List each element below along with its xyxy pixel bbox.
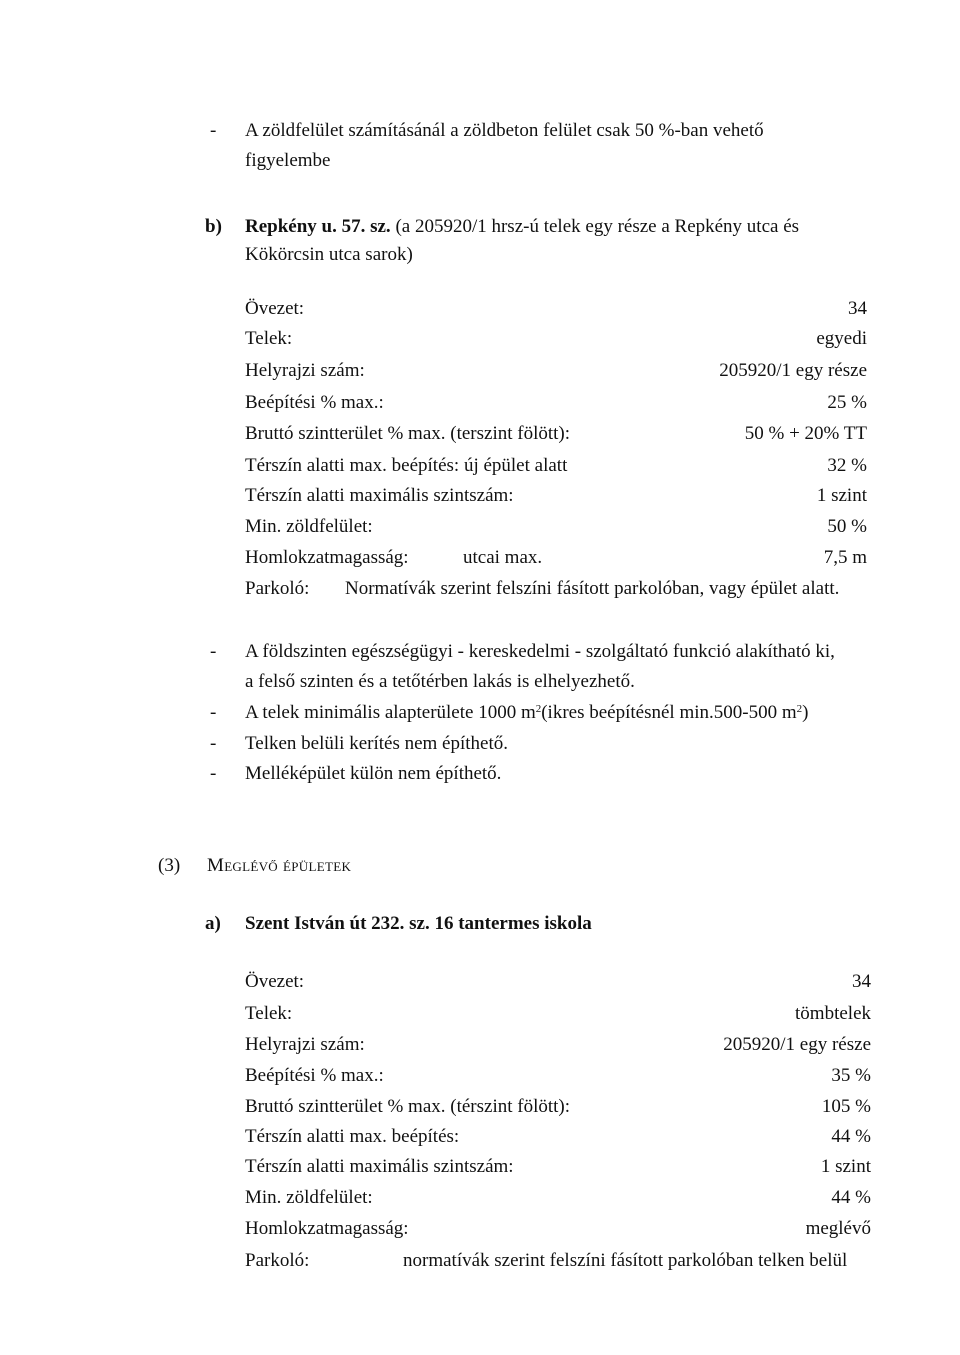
section-b-title <box>245 216 799 238</box>
table-row <box>245 360 867 384</box>
section-3-number: (3) <box>158 855 181 876</box>
row-value: 34 <box>852 971 871 992</box>
row-label: Telek: <box>245 1003 293 1024</box>
table-row <box>245 1096 871 1120</box>
table-row <box>245 328 867 352</box>
row-value: meglévő <box>805 1218 871 1239</box>
row-value: 44 % <box>831 1187 871 1208</box>
table-row <box>245 516 867 540</box>
bullet-dash: - <box>210 702 217 723</box>
table-row <box>245 1156 871 1180</box>
bullet-text-part: (ikres beépítésnél min.500-500 m <box>541 702 797 723</box>
table-row <box>245 1003 871 1027</box>
row-label: Helyrajzi szám: <box>245 1034 365 1055</box>
section-a-marker: a) <box>205 913 221 934</box>
table-row <box>245 1126 871 1150</box>
row-value: 50 % + 20% TT <box>744 423 867 444</box>
row-value: tömbtelek <box>795 1003 871 1024</box>
table-row <box>245 485 867 509</box>
table-row <box>245 423 867 447</box>
table-row <box>245 578 867 602</box>
row-label: Beépítési % max.: <box>245 1065 384 1086</box>
section-b-title-line2: Kökörcsin utca sarok) <box>245 244 413 265</box>
superscript: 2 <box>535 703 542 715</box>
intro-bullet-line2: figyelembe <box>245 150 331 171</box>
row-value: 44 % <box>831 1126 871 1147</box>
table-row <box>245 1218 871 1242</box>
row-label: Homlokzatmagasság: <box>245 547 409 568</box>
table-row <box>245 1065 871 1089</box>
row-value: 7,5 m <box>823 547 867 568</box>
row-label: Beépítési % max.: <box>245 392 384 413</box>
bullet-dash: - <box>210 120 217 141</box>
bullet-text: Melléképület külön nem építhető. <box>245 763 502 784</box>
row-label: Térszín alatti maximális szintszám: <box>245 485 514 506</box>
row-value: 205920/1 egy része <box>723 1034 871 1055</box>
row-middle: Normatívák szerint felszíni fásított parkolóban, vagy épület alatt. <box>345 578 840 599</box>
superscript: 2 <box>796 703 803 715</box>
bullet-dash: - <box>210 733 217 754</box>
row-label: Övezet: <box>245 971 305 992</box>
row-label: Térszín alatti max. beépítés: új épület alatt <box>245 455 568 476</box>
table-row <box>245 298 867 322</box>
row-value: 205920/1 egy része <box>719 360 867 381</box>
table-row <box>245 455 867 479</box>
bullet-text: Telken belüli kerítés nem építhető. <box>245 733 509 754</box>
bullet-text <box>245 702 808 724</box>
row-value: 35 % <box>831 1065 871 1086</box>
section-3-heading: Meglévő épületek <box>207 855 352 876</box>
row-value: 32 % <box>827 455 867 476</box>
bullet-text-part: ) <box>802 702 809 723</box>
row-label: Telek: <box>245 328 293 349</box>
section-b-marker: b) <box>205 216 222 237</box>
intro-bullet-line1: A zöldfelület számításánál a zöldbeton felület csak 50 %-ban vehető <box>245 120 764 141</box>
row-label: Min. zöldfelület: <box>245 1187 373 1208</box>
section-b-title-bold: Repkény u. 57. sz. <box>245 216 391 237</box>
row-label: Bruttó szintterület % max. (térszint fölött): <box>245 1096 571 1117</box>
row-value: 105 % <box>821 1096 871 1117</box>
row-value: egyedi <box>816 328 867 349</box>
bullet-text: A földszinten egészségügyi - kereskedelmi - szolgáltató funkció alakítható ki, <box>245 641 835 662</box>
row-label: Bruttó szintterület % max. (terszint fölött): <box>245 423 571 444</box>
bullet-text: a felső szinten és a tetőtérben lakás is elhelyezhető. <box>245 671 635 692</box>
table-row <box>245 392 867 416</box>
row-label: Térszín alatti max. beépítés: <box>245 1126 460 1147</box>
bullet-text-part: A telek minimális alapterülete 1000 m <box>245 702 536 723</box>
row-label: Min. zöldfelület: <box>245 516 373 537</box>
table-row <box>245 1250 871 1274</box>
bullet-dash: - <box>210 641 217 662</box>
row-value: 1 szint <box>820 1156 871 1177</box>
row-label: Parkoló: <box>245 578 310 599</box>
row-middle: utcai max. <box>463 547 543 568</box>
table-row <box>245 971 871 995</box>
section-a-title: Szent István út 232. sz. 16 tantermes iskola <box>245 913 592 934</box>
table-row <box>245 547 867 571</box>
row-label: Övezet: <box>245 298 305 319</box>
row-middle: normatívák szerint felszíni fásított parkolóban telken belül <box>403 1250 848 1271</box>
row-label: Helyrajzi szám: <box>245 360 365 381</box>
table-row <box>245 1034 871 1058</box>
row-label: Parkoló: <box>245 1250 310 1271</box>
row-value: 1 szint <box>816 485 867 506</box>
row-value: 25 % <box>827 392 867 413</box>
bullet-dash: - <box>210 763 217 784</box>
section-b-title-rest: (a 205920/1 hrsz-ú telek egy része a Repkény utca és <box>395 216 800 237</box>
row-value: 34 <box>848 298 867 319</box>
table-row <box>245 1187 871 1211</box>
row-label: Homlokzatmagasság: <box>245 1218 409 1239</box>
row-label: Térszín alatti maximális szintszám: <box>245 1156 514 1177</box>
row-value: 50 % <box>827 516 867 537</box>
